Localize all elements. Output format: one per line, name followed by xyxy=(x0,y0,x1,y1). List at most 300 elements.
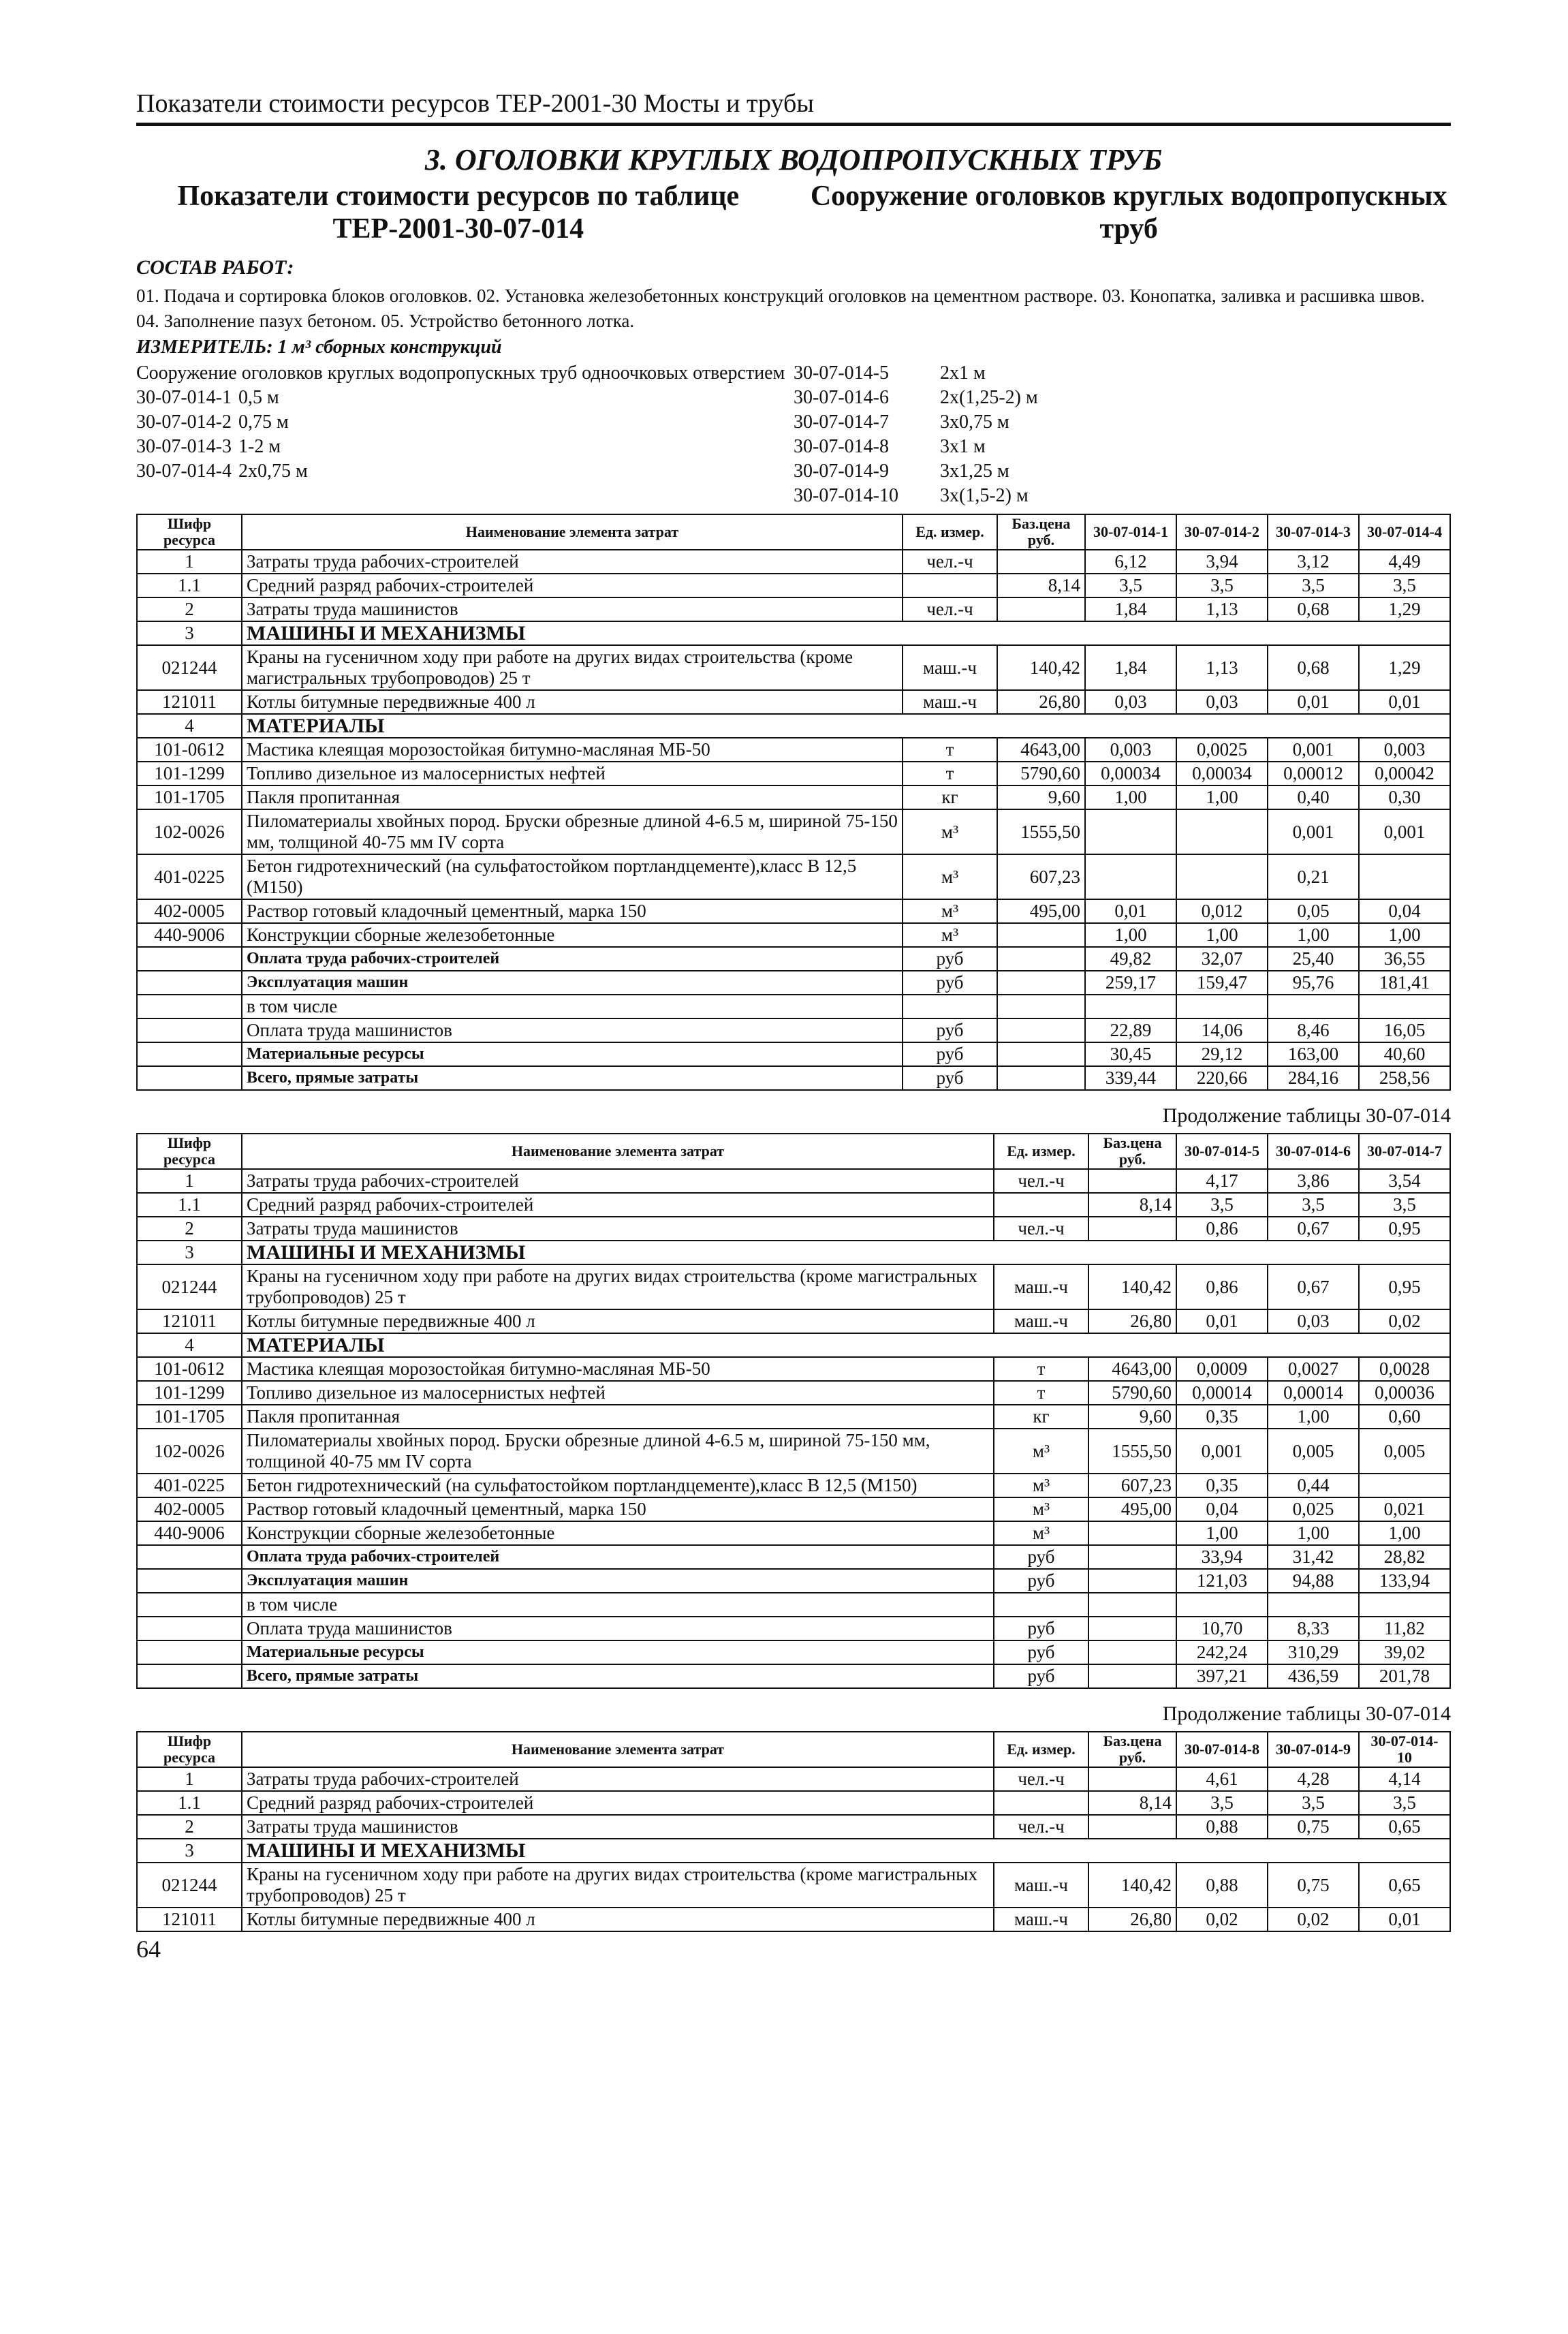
value-cell xyxy=(1176,995,1268,1018)
code-list xyxy=(136,361,1451,508)
table-row xyxy=(137,1309,1450,1333)
value-cell: 0,75 xyxy=(1268,1815,1359,1839)
table-row xyxy=(137,899,1450,923)
value-cell: 22,89 xyxy=(1085,1018,1176,1042)
price-cell xyxy=(1088,1217,1176,1241)
table-row xyxy=(137,1018,1450,1042)
value-cell: 0,01 xyxy=(1176,1309,1268,1333)
price-cell: 140,42 xyxy=(1088,1863,1176,1908)
code-entry xyxy=(794,361,1451,386)
titles xyxy=(136,180,1451,245)
resource-code: 1.1 xyxy=(137,1193,242,1217)
tables-container xyxy=(136,514,1451,1932)
code-number: 30-07-014-9 xyxy=(794,461,889,482)
code-description: 0,5 м xyxy=(238,387,279,408)
element-name: Котлы битумные передвижные 400 л xyxy=(242,1309,994,1333)
table-row xyxy=(137,574,1450,597)
value-cell: 3,5 xyxy=(1085,574,1176,597)
element-name: Затраты труда машинистов xyxy=(242,1217,994,1241)
value-cell: 0,01 xyxy=(1359,690,1450,714)
value-cell: 14,06 xyxy=(1176,1018,1268,1042)
code-description: 3х0,75 м xyxy=(940,411,1009,433)
unit-cell: маш.-ч xyxy=(994,1264,1088,1309)
code-entry xyxy=(136,435,794,459)
element-name: в том числе xyxy=(242,995,903,1018)
unit-cell xyxy=(994,1791,1088,1815)
price-cell xyxy=(1088,1664,1176,1688)
unit-cell: руб xyxy=(903,971,997,995)
resource-code: 101-0612 xyxy=(137,738,242,762)
value-cell: 0,75 xyxy=(1268,1863,1359,1908)
unit-cell: руб xyxy=(994,1664,1088,1688)
value-cell: 30,45 xyxy=(1085,1042,1176,1066)
resource-code: 021244 xyxy=(137,645,242,690)
value-cell: 163,00 xyxy=(1268,1042,1359,1066)
value-cell: 1,84 xyxy=(1085,645,1176,690)
resource-code: 2 xyxy=(137,1217,242,1241)
element-name: МАШИНЫ И МЕХАНИЗМЫ xyxy=(242,1839,1450,1863)
element-name: Краны на гусеничном ходу при работе на других видах строительства (кроме магистральных трубопроводов) 25 т xyxy=(242,645,903,690)
code-description: 2х1 м xyxy=(940,362,986,384)
element-name: Конструкции сборные железобетонные xyxy=(242,1521,994,1545)
header-price: Баз.цена руб. xyxy=(997,514,1085,550)
unit-cell: маш.-ч xyxy=(994,1908,1088,1931)
unit-cell: м³ xyxy=(903,809,997,854)
element-name: Оплата труда рабочих-строителей xyxy=(242,1545,994,1569)
value-cell: 0,003 xyxy=(1359,738,1450,762)
header-norm-code: 30-07-014-7 xyxy=(1359,1134,1450,1169)
value-cell: 3,94 xyxy=(1176,550,1268,574)
header-name: Наименование элемента затрат xyxy=(242,1732,994,1767)
resource-code: 3 xyxy=(137,1839,242,1863)
value-cell: 0,001 xyxy=(1176,1429,1268,1474)
resource-code xyxy=(137,1066,242,1090)
price-cell xyxy=(997,597,1085,621)
resource-code: 1 xyxy=(137,1169,242,1193)
resource-code xyxy=(137,1018,242,1042)
value-cell: 3,86 xyxy=(1268,1169,1359,1193)
value-cell: 1,00 xyxy=(1176,785,1268,809)
header-norm-code: 30-07-014-10 xyxy=(1359,1732,1450,1767)
value-cell: 0,00012 xyxy=(1268,762,1359,785)
resource-code: 121011 xyxy=(137,690,242,714)
price-cell xyxy=(1088,1767,1176,1791)
value-cell: 0,00034 xyxy=(1176,762,1268,785)
value-cell: 0,012 xyxy=(1176,899,1268,923)
value-cell: 0,02 xyxy=(1176,1908,1268,1931)
element-name: Затраты труда рабочих-строителей xyxy=(242,550,903,574)
value-cell: 11,82 xyxy=(1359,1617,1450,1640)
unit-cell xyxy=(903,995,997,1018)
price-cell: 607,23 xyxy=(997,854,1085,899)
unit-cell: чел.-ч xyxy=(903,550,997,574)
resource-code: 101-0612 xyxy=(137,1357,242,1381)
value-cell: 0,65 xyxy=(1359,1815,1450,1839)
table-row xyxy=(137,995,1450,1018)
table-row xyxy=(137,1908,1450,1931)
element-name: Раствор готовый кладочный цементный, марка 150 xyxy=(242,1497,994,1521)
code-number: 30-07-014-8 xyxy=(794,436,889,457)
resource-code: 2 xyxy=(137,597,242,621)
resource-code xyxy=(137,1640,242,1664)
element-name: Краны на гусеничном ходу при работе на других видах строительства (кроме магистральных трубопроводов) 25 т xyxy=(242,1863,994,1908)
resource-code xyxy=(137,1545,242,1569)
table-row xyxy=(137,550,1450,574)
value-cell: 4,14 xyxy=(1359,1767,1450,1791)
resource-code: 4 xyxy=(137,1333,242,1357)
unit-cell: м³ xyxy=(903,854,997,899)
value-cell: 310,29 xyxy=(1268,1640,1359,1664)
element-name: Пиломатериалы хвойных пород. Бруски обрезные длиной 4-6.5 м, шириной 75-150 мм, толщиной 40-75 мм IV сорта xyxy=(242,809,903,854)
unit-cell: чел.-ч xyxy=(994,1169,1088,1193)
resource-code xyxy=(137,995,242,1018)
value-cell: 0,02 xyxy=(1268,1908,1359,1931)
header-unit: Ед. измер. xyxy=(994,1134,1088,1169)
element-name: Топливо дизельное из малосернистых нефтей xyxy=(242,1381,994,1405)
code-entry xyxy=(794,484,1451,508)
price-cell xyxy=(1088,1815,1176,1839)
price-cell: 5790,60 xyxy=(997,762,1085,785)
resource-code xyxy=(137,971,242,995)
value-cell: 0,025 xyxy=(1268,1497,1359,1521)
table-row xyxy=(137,1545,1450,1569)
value-cell: 49,82 xyxy=(1085,947,1176,971)
price-cell xyxy=(1088,1545,1176,1569)
measure-unit: ИЗМЕРИТЕЛЬ: 1 м³ сборных конструкций xyxy=(136,337,502,358)
price-cell: 4643,00 xyxy=(997,738,1085,762)
value-cell xyxy=(1176,1593,1268,1617)
element-name: Средний разряд рабочих-строителей xyxy=(242,1193,994,1217)
unit-cell: маш.-ч xyxy=(994,1863,1088,1908)
unit-cell: руб xyxy=(903,947,997,971)
unit-cell: чел.-ч xyxy=(903,597,997,621)
table-row xyxy=(137,1474,1450,1497)
resource-code: 440-9006 xyxy=(137,1521,242,1545)
resource-code: 440-9006 xyxy=(137,923,242,947)
price-cell xyxy=(1088,1593,1176,1617)
code-number: 30-07-014-4 xyxy=(136,461,232,482)
value-cell: 0,01 xyxy=(1085,899,1176,923)
table-row xyxy=(137,1617,1450,1640)
value-cell: 95,76 xyxy=(1268,971,1359,995)
code-description: 3х1,25 м xyxy=(940,461,1009,482)
resource-code xyxy=(137,1593,242,1617)
value-cell xyxy=(1359,1474,1450,1497)
value-cell: 0,44 xyxy=(1268,1474,1359,1497)
price-cell xyxy=(1088,1169,1176,1193)
header-unit: Ед. измер. xyxy=(903,514,997,550)
header-name: Наименование элемента затрат xyxy=(242,1134,994,1169)
unit-cell: руб xyxy=(903,1018,997,1042)
value-cell: 284,16 xyxy=(1268,1066,1359,1090)
table-row xyxy=(137,597,1450,621)
element-name: Всего, прямые затраты xyxy=(242,1066,903,1090)
table-continuation-note: Продолжение таблицы 30-07-014 xyxy=(1162,1104,1451,1127)
table-row xyxy=(137,690,1450,714)
unit-cell: м³ xyxy=(994,1474,1088,1497)
value-cell: 0,021 xyxy=(1359,1497,1450,1521)
element-name: Оплата труда машинистов xyxy=(242,1018,903,1042)
element-name: Бетон гидротехнический (на сульфатостойком портландцементе),класс В 12,5 (М150) xyxy=(242,854,903,899)
element-name: Оплата труда машинистов xyxy=(242,1617,994,1640)
section-row xyxy=(137,1241,1450,1264)
unit-cell: руб xyxy=(994,1640,1088,1664)
code-entry xyxy=(136,386,794,410)
price-cell xyxy=(1088,1640,1176,1664)
value-cell: 0,86 xyxy=(1176,1217,1268,1241)
price-cell: 9,60 xyxy=(1088,1405,1176,1429)
value-cell: 258,56 xyxy=(1359,1066,1450,1090)
unit-cell: руб xyxy=(903,1066,997,1090)
header-price: Баз.цена руб. xyxy=(1088,1134,1176,1169)
value-cell: 3,12 xyxy=(1268,550,1359,574)
code-number: 30-07-014-3 xyxy=(136,436,232,457)
value-cell: 0,01 xyxy=(1359,1908,1450,1931)
resource-code xyxy=(137,1617,242,1640)
price-cell: 4643,00 xyxy=(1088,1357,1176,1381)
works-label: СОСТАВ РАБОТ: xyxy=(136,256,294,279)
resource-code: 102-0026 xyxy=(137,1429,242,1474)
value-cell: 339,44 xyxy=(1085,1066,1176,1090)
table-row xyxy=(137,971,1450,995)
resource-code: 402-0005 xyxy=(137,1497,242,1521)
header-code: Шифр ресурса xyxy=(137,1134,242,1169)
code-entry xyxy=(794,410,1451,435)
value-cell: 220,66 xyxy=(1176,1066,1268,1090)
price-cell: 1555,50 xyxy=(997,809,1085,854)
code-number: 30-07-014-6 xyxy=(794,387,889,408)
value-cell: 0,68 xyxy=(1268,645,1359,690)
value-cell: 0,68 xyxy=(1268,597,1359,621)
price-cell: 8,14 xyxy=(1088,1193,1176,1217)
section-row xyxy=(137,621,1450,645)
element-name: Оплата труда рабочих-строителей xyxy=(242,947,903,971)
value-cell: 29,12 xyxy=(1176,1042,1268,1066)
element-name: Затраты труда машинистов xyxy=(242,1815,994,1839)
value-cell: 0,88 xyxy=(1176,1815,1268,1839)
value-cell: 0,00014 xyxy=(1176,1381,1268,1405)
value-cell: 0,40 xyxy=(1268,785,1359,809)
value-cell: 436,59 xyxy=(1268,1664,1359,1688)
resource-code: 1 xyxy=(137,550,242,574)
code-description: 3х(1,5-2) м xyxy=(940,485,1029,506)
value-cell: 1,84 xyxy=(1085,597,1176,621)
value-cell: 0,05 xyxy=(1268,899,1359,923)
element-name: Раствор готовый кладочный цементный, марка 150 xyxy=(242,899,903,923)
price-cell xyxy=(997,971,1085,995)
element-name: Конструкции сборные железобетонные xyxy=(242,923,903,947)
price-cell xyxy=(1088,1521,1176,1545)
code-list-right xyxy=(794,361,1451,508)
price-cell xyxy=(997,995,1085,1018)
price-cell: 8,14 xyxy=(1088,1791,1176,1815)
header-norm-code: 30-07-014-5 xyxy=(1176,1134,1268,1169)
value-cell: 0,00036 xyxy=(1359,1381,1450,1405)
code-description: 2х0,75 м xyxy=(238,461,308,482)
code-number: 30-07-014-5 xyxy=(794,362,889,384)
value-cell: 0,001 xyxy=(1359,809,1450,854)
value-cell: 397,21 xyxy=(1176,1664,1268,1688)
element-name: Пакля пропитанная xyxy=(242,785,903,809)
code-list-left xyxy=(136,361,794,508)
value-cell xyxy=(1359,1593,1450,1617)
value-cell: 3,5 xyxy=(1268,574,1359,597)
resource-code: 3 xyxy=(137,621,242,645)
value-cell: 0,03 xyxy=(1176,690,1268,714)
section-title: 3. ОГОЛОВКИ КРУГЛЫХ ВОДОПРОПУСКНЫХ ТРУБ xyxy=(424,143,1163,176)
value-cell: 1,00 xyxy=(1268,923,1359,947)
price-cell: 495,00 xyxy=(1088,1497,1176,1521)
unit-cell: чел.-ч xyxy=(994,1767,1088,1791)
value-cell xyxy=(1176,809,1268,854)
value-cell: 0,35 xyxy=(1176,1474,1268,1497)
section-row xyxy=(137,1333,1450,1357)
value-cell: 0,04 xyxy=(1359,899,1450,923)
element-name: Средний разряд рабочих-строителей xyxy=(242,1791,994,1815)
code-description: 3х1 м xyxy=(940,436,986,457)
value-cell: 36,55 xyxy=(1359,947,1450,971)
value-cell: 181,41 xyxy=(1359,971,1450,995)
value-cell: 0,00042 xyxy=(1359,762,1450,785)
value-cell: 1,00 xyxy=(1176,1521,1268,1545)
code-entry xyxy=(794,386,1451,410)
table-row xyxy=(137,1042,1450,1066)
unit-cell: м³ xyxy=(903,899,997,923)
value-cell: 3,5 xyxy=(1359,574,1450,597)
table-row xyxy=(137,785,1450,809)
value-cell: 0,95 xyxy=(1359,1264,1450,1309)
element-name: в том числе xyxy=(242,1593,994,1617)
unit-cell: руб xyxy=(903,1042,997,1066)
price-cell: 8,14 xyxy=(997,574,1085,597)
table-row xyxy=(137,809,1450,854)
unit-cell: м³ xyxy=(994,1429,1088,1474)
table-row xyxy=(137,1640,1450,1664)
value-cell xyxy=(1085,854,1176,899)
value-cell: 0,67 xyxy=(1268,1264,1359,1309)
value-cell: 0,005 xyxy=(1268,1429,1359,1474)
element-name: Затраты труда рабочих-строителей xyxy=(242,1169,994,1193)
value-cell: 3,5 xyxy=(1268,1791,1359,1815)
value-cell: 4,61 xyxy=(1176,1767,1268,1791)
value-cell: 121,03 xyxy=(1176,1569,1268,1593)
price-cell xyxy=(997,923,1085,947)
resource-code: 121011 xyxy=(137,1908,242,1931)
value-cell: 0,03 xyxy=(1085,690,1176,714)
price-cell xyxy=(1088,1569,1176,1593)
resource-code: 021244 xyxy=(137,1863,242,1908)
table-row xyxy=(137,1593,1450,1617)
value-cell: 0,001 xyxy=(1268,809,1359,854)
element-name: Всего, прямые затраты xyxy=(242,1664,994,1688)
unit-cell: кг xyxy=(903,785,997,809)
works-text: 01. Подача и сортировка блоков оголовков. 02. Установка железобетонных конструкций оголовков на цементном растворе. 03. Конопатка, заливка и расшивка швов. 04. Заполнение пазух бетоном. 05. Устройство бетонного лотка. xyxy=(136,285,1425,331)
code-intro: Сооружение оголовков круглых водопропускных труб одноочковых отверстием xyxy=(136,362,785,384)
header-norm-code: 30-07-014-9 xyxy=(1268,1732,1359,1767)
value-cell: 28,82 xyxy=(1359,1545,1450,1569)
code-description: 2х(1,25-2) м xyxy=(940,387,1038,408)
price-cell xyxy=(997,550,1085,574)
value-cell: 0,03 xyxy=(1268,1309,1359,1333)
code-description: 0,75 м xyxy=(238,411,289,433)
price-cell xyxy=(997,1042,1085,1066)
unit-cell: м³ xyxy=(994,1521,1088,1545)
value-cell xyxy=(1085,995,1176,1018)
table-row xyxy=(137,1815,1450,1839)
value-cell: 0,001 xyxy=(1268,738,1359,762)
unit-cell xyxy=(903,574,997,597)
value-cell xyxy=(1359,854,1450,899)
header-norm-code: 30-07-014-8 xyxy=(1176,1732,1268,1767)
value-cell: 94,88 xyxy=(1268,1569,1359,1593)
element-name: Мастика клеящая морозостойкая битумно-масляная МБ-50 xyxy=(242,1357,994,1381)
price-cell: 140,42 xyxy=(997,645,1085,690)
table-row xyxy=(137,1405,1450,1429)
element-name: Затраты труда рабочих-строителей xyxy=(242,1767,994,1791)
table-row xyxy=(137,762,1450,785)
resource-code: 401-0225 xyxy=(137,854,242,899)
code-number: 30-07-014-1 xyxy=(136,387,232,408)
section-row xyxy=(137,1839,1450,1863)
table-row xyxy=(137,1357,1450,1381)
unit-cell: маш.-ч xyxy=(903,645,997,690)
price-cell: 607,23 xyxy=(1088,1474,1176,1497)
header-code: Шифр ресурса xyxy=(137,1732,242,1767)
price-cell: 26,80 xyxy=(1088,1908,1176,1931)
unit-cell: руб xyxy=(994,1569,1088,1593)
value-cell: 10,70 xyxy=(1176,1617,1268,1640)
value-cell: 1,13 xyxy=(1176,597,1268,621)
value-cell: 8,46 xyxy=(1268,1018,1359,1042)
header-norm-code: 30-07-014-1 xyxy=(1085,514,1176,550)
code-number: 30-07-014-2 xyxy=(136,411,232,433)
header-norm-code: 30-07-014-3 xyxy=(1268,514,1359,550)
table-row xyxy=(137,854,1450,899)
header-code: Шифр ресурса xyxy=(137,514,242,550)
code-entry xyxy=(794,459,1451,484)
value-cell: 1,13 xyxy=(1176,645,1268,690)
table-row xyxy=(137,1193,1450,1217)
table-continuation-note: Продолжение таблицы 30-07-014 xyxy=(1162,1702,1451,1725)
value-cell: 4,28 xyxy=(1268,1767,1359,1791)
document-page xyxy=(136,89,1451,1963)
value-cell: 3,5 xyxy=(1176,1791,1268,1815)
element-name: Затраты труда машинистов xyxy=(242,597,903,621)
value-cell: 3,54 xyxy=(1359,1169,1450,1193)
table-row xyxy=(137,1429,1450,1474)
table-row xyxy=(137,923,1450,947)
table-header-row xyxy=(137,1134,1450,1169)
unit-cell: м³ xyxy=(994,1497,1088,1521)
element-name: МАШИНЫ И МЕХАНИЗМЫ xyxy=(242,1241,1450,1264)
table-header-row xyxy=(137,514,1450,550)
value-cell: 1,00 xyxy=(1085,923,1176,947)
value-cell: 242,24 xyxy=(1176,1640,1268,1664)
unit-cell: т xyxy=(903,738,997,762)
value-cell: 39,02 xyxy=(1359,1640,1450,1664)
code-entry xyxy=(136,459,794,484)
price-cell xyxy=(1088,1617,1176,1640)
value-cell: 0,21 xyxy=(1268,854,1359,899)
cost-table xyxy=(136,1731,1451,1932)
value-cell: 1,00 xyxy=(1176,923,1268,947)
element-name: Пиломатериалы хвойных пород. Бруски обрезные длиной 4-6.5 м, шириной 75-150 мм, толщиной 40-75 мм IV сорта xyxy=(242,1429,994,1474)
value-cell: 0,01 xyxy=(1268,690,1359,714)
table-title: Показатели стоимости ресурсов по таблице ТЕР-2001-30-07-014 xyxy=(177,181,740,245)
resource-code: 2 xyxy=(137,1815,242,1839)
element-name: Топливо дизельное из малосернистых нефтей xyxy=(242,762,903,785)
value-cell: 259,17 xyxy=(1085,971,1176,995)
